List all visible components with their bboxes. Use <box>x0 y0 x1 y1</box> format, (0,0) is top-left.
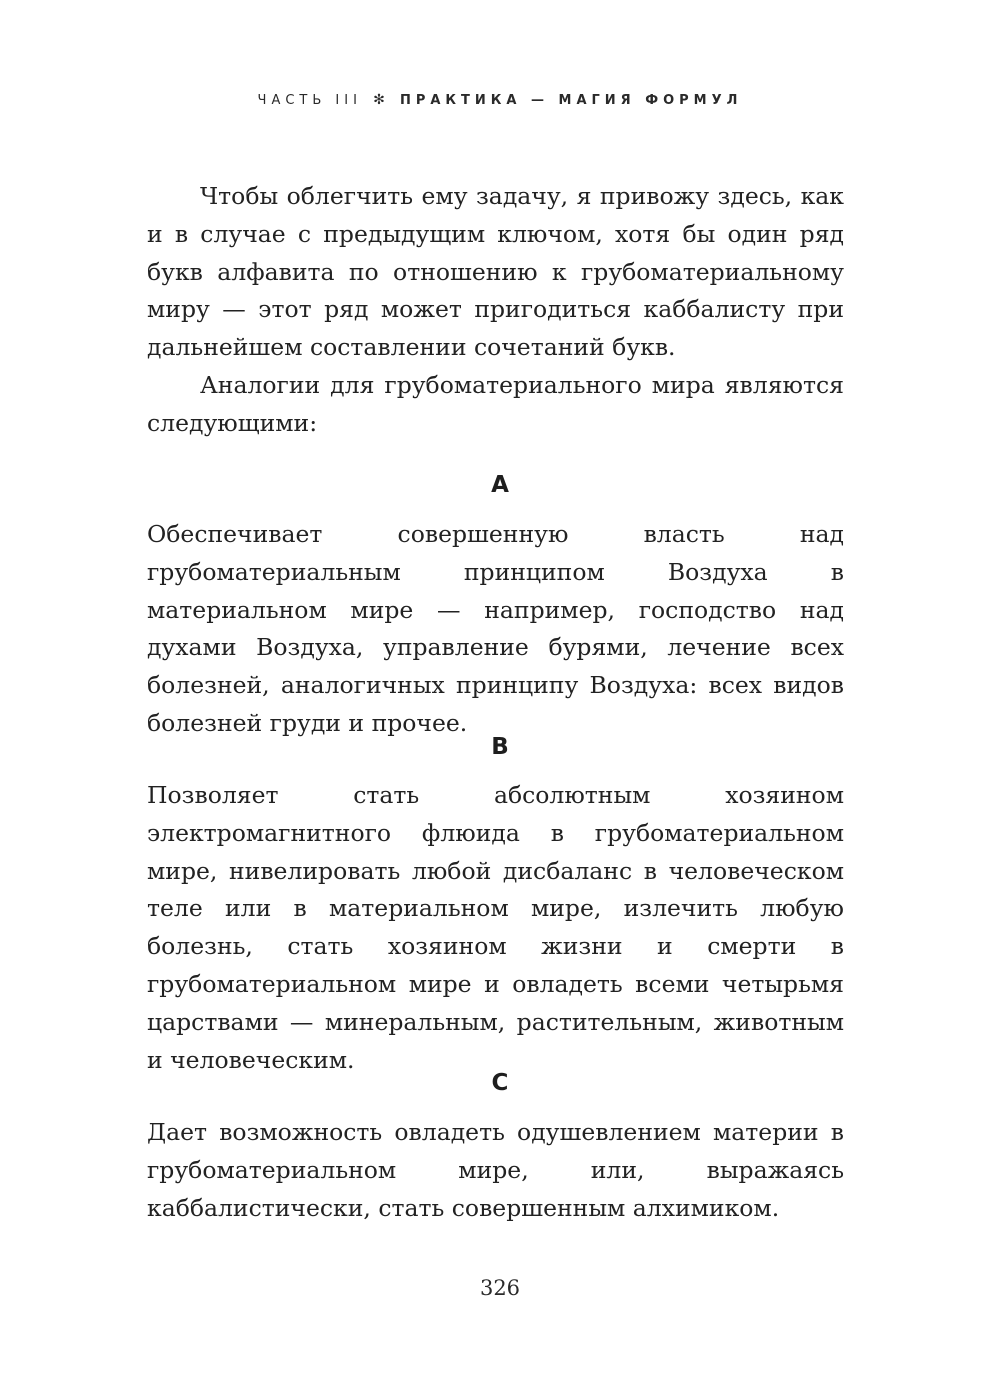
header-separator-icon: ✻ <box>373 92 385 108</box>
section-text-c: Дает возможность овладеть одушевлением материи в грубоматериальном мире, или, выражаясь каббалистически, стать совершенным алхимиком. <box>147 1118 844 1222</box>
intro-paragraph-2: Аналогии для грубоматериального мира являются следующими: <box>147 371 844 437</box>
header-title: ПРАКТИКА — МАГИЯ ФОРМУЛ <box>399 93 743 108</box>
section-text-b: Позволяет стать абсолютным хозяином электромагнитного флюида в грубоматериальном мире, нивелировать любой дисбаланс в человеческом теле или в материальном мире, излечить любую болезнь, стать хозяином жизни и смерти в грубоматериальном мире и овладеть всеми четырьмя царствами — минеральным, растительным, животным и человеческим. <box>147 781 844 1074</box>
section-heading-a: А <box>491 472 509 498</box>
section-heading-c: С <box>491 1070 509 1096</box>
header-part: ЧАСТЬ III <box>257 93 362 108</box>
intro-paragraph-1: Чтобы облегчить ему задачу, я привожу здесь, как и в случае с предыдущим ключом, хотя бы один ряд букв алфавита по отношению к грубоматериальному миру — этот ряд может пригодиться каббалисту при дальнейшем составлении сочетаний букв. <box>147 182 844 362</box>
section-text-a: Обеспечивает совершенную власть над грубоматериальным принципом Воздуха в материальном мире — например, господство над духами Воздуха, управление бурями, лечение всех болезней, аналогичных принципу Воздуха: всех видов болезней груди и прочее. <box>147 520 844 737</box>
section-heading-b: В <box>491 734 509 760</box>
page-number: 326 <box>479 1276 521 1300</box>
running-header <box>0 92 1000 108</box>
